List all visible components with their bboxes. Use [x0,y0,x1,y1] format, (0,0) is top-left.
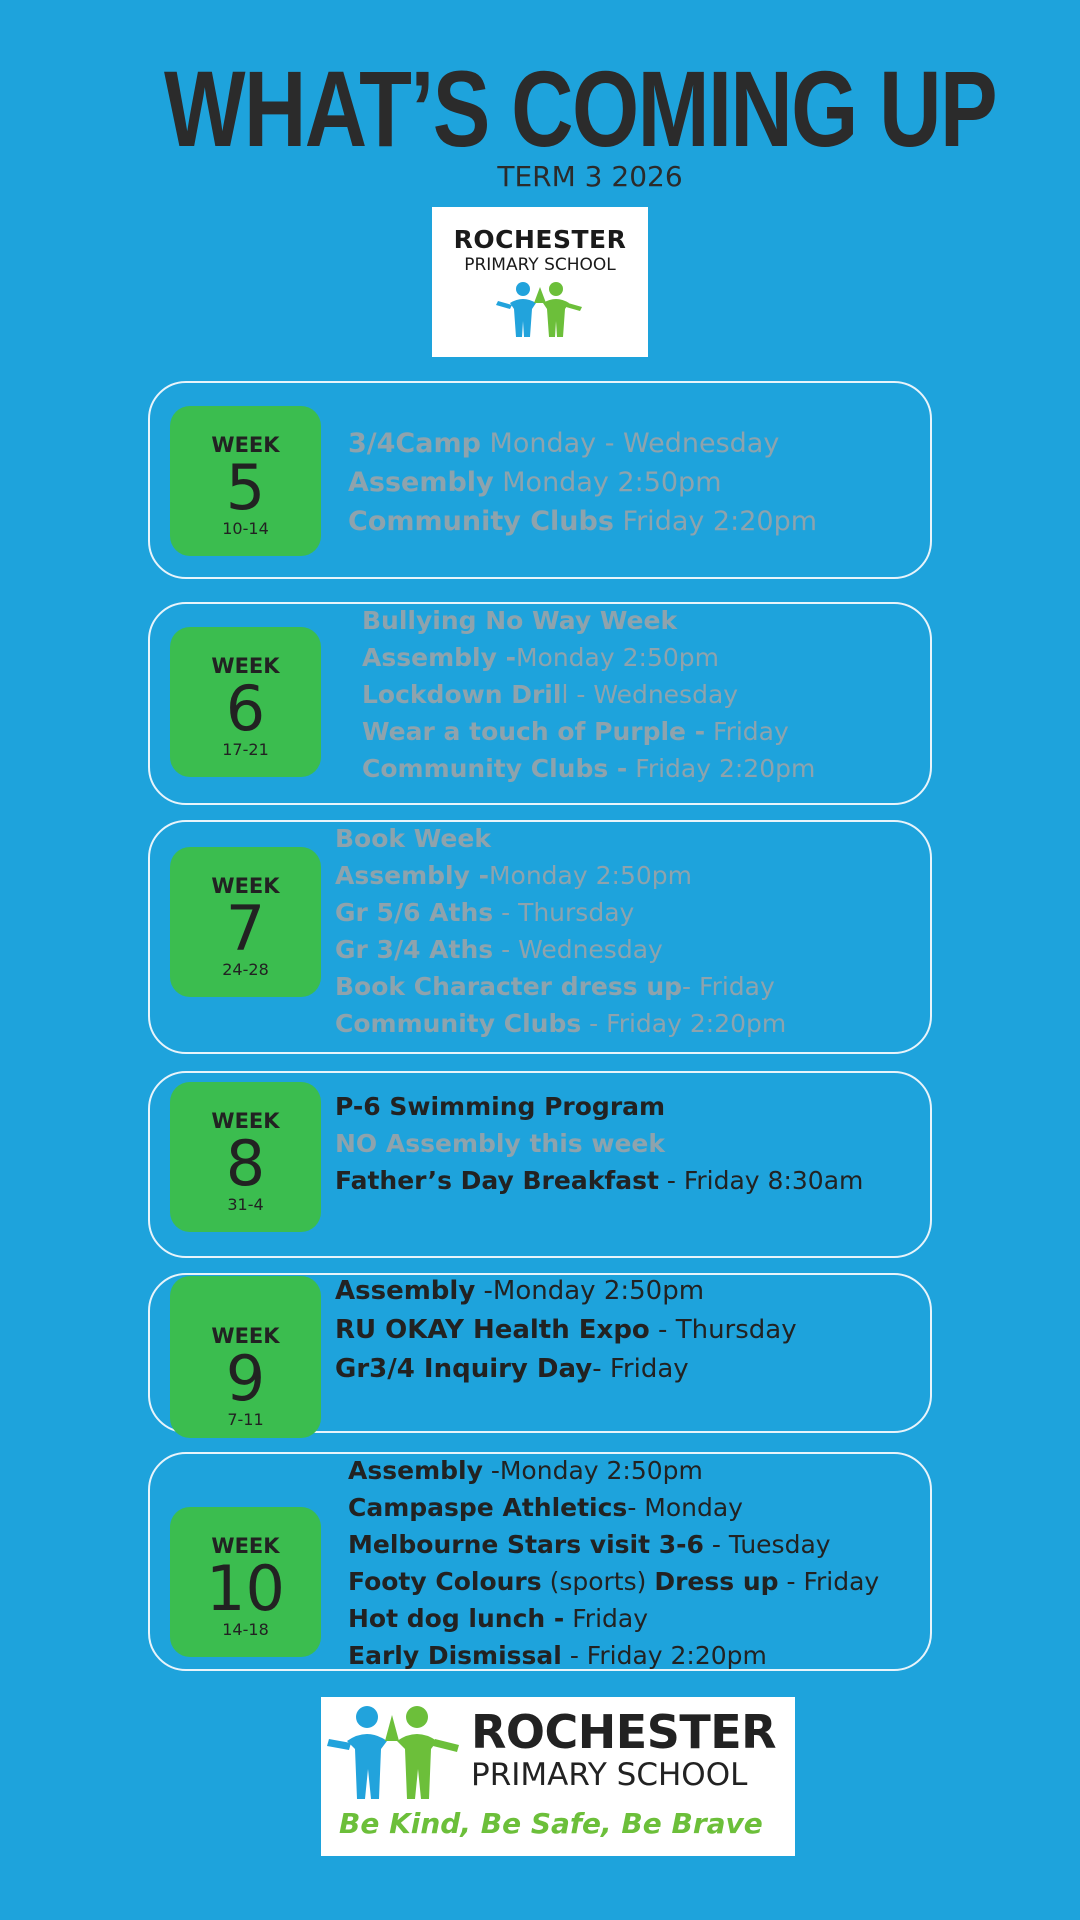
week-label: WEEK [211,1534,280,1558]
week-dates: 24-28 [222,960,269,979]
event-item: NO Assembly this week [335,1129,665,1158]
event-item: Footy Colours (sports) Dress up - Friday [348,1567,880,1596]
week-number: 8 [225,1127,266,1200]
week-7-events [335,820,786,1042]
week-6-events [362,602,815,787]
week-label: WEEK [211,874,280,898]
school-motto: Be Kind, Be Safe, Be Brave [339,1807,763,1840]
logo-school-type: PRIMARY SCHOOL [464,255,616,275]
event-item: Book Week [335,824,491,853]
week-dates: 14-18 [222,1620,269,1639]
week-9-badge [170,1276,321,1438]
event-item: Assembly -Monday 2:50pm [348,1456,703,1485]
event-item: Early Dismissal - Friday 2:20pm [348,1641,767,1670]
week-number: 5 [225,451,266,524]
event-item: Father’s Day Breakfast - Friday 8:30am [335,1166,864,1195]
event-item: Assembly -Monday 2:50pm [335,1276,705,1306]
event-item: Hot dog lunch - Friday [348,1604,649,1633]
week-dates: 31-4 [227,1195,264,1214]
event-item: Community Clubs - Friday 2:20pm [335,1009,787,1038]
event-item: Assembly -Monday 2:50pm [335,861,692,890]
event-item: Lockdown Drill - Wednesday [362,680,739,709]
term-subtitle: TERM 3 2026 [497,160,683,193]
week-5-events [348,424,817,541]
event-item: Assembly Monday 2:50pm [348,467,722,498]
event-item: Campaspe Athletics- Monday [348,1493,743,1522]
week-number: 9 [225,1342,266,1415]
event-item: P-6 Swimming Program [335,1092,666,1121]
event-item: Gr 3/4 Aths - Wednesday [335,935,663,964]
week-label: WEEK [211,1109,280,1133]
week-label: WEEK [211,1324,280,1348]
event-item: Book Character dress up- Friday [335,972,775,1001]
week-8-badge [170,1082,321,1232]
week-7-badge [170,847,321,997]
event-item: Community Clubs - Friday 2:20pm [362,754,816,783]
children-figures-icon [490,281,590,341]
page-title: WHAT’S COMING UP [164,48,996,169]
week-9-events [335,1272,797,1389]
event-item: Bullying No Way Week [362,606,678,635]
week-label: WEEK [211,433,280,457]
week-number: 7 [225,892,266,965]
event-item: Melbourne Stars visit 3-6 - Tuesday [348,1530,831,1559]
event-item: Assembly -Monday 2:50pm [362,643,719,672]
week-10-badge [170,1507,321,1657]
week-10-events [348,1452,879,1674]
week-label: WEEK [211,654,280,678]
logo-school-name: ROCHESTER [471,1705,777,1759]
week-number: 10 [206,1552,285,1625]
week-6-badge [170,627,321,777]
school-logo-top [432,207,648,357]
children-figures-icon [325,1703,465,1803]
event-item: Gr3/4 Inquiry Day- Friday [335,1354,689,1384]
week-number: 6 [225,672,266,745]
school-logo-bottom [321,1697,795,1856]
week-5-badge [170,406,321,556]
logo-school-type: PRIMARY SCHOOL [471,1757,748,1793]
event-item: Wear a touch of Purple - Friday [362,717,789,746]
logo-school-name: ROCHESTER [453,225,627,254]
week-dates: 17-21 [222,740,269,759]
week-dates: 7-11 [227,1410,264,1429]
event-item: Gr 5/6 Aths - Thursday [335,898,635,927]
event-item: Community Clubs Friday 2:20pm [348,506,818,537]
event-item: 3/4Camp Monday - Wednesday [348,428,780,459]
week-8-events [335,1088,863,1199]
event-item: RU OKAY Health Expo - Thursday [335,1315,797,1345]
week-dates: 10-14 [222,519,269,538]
